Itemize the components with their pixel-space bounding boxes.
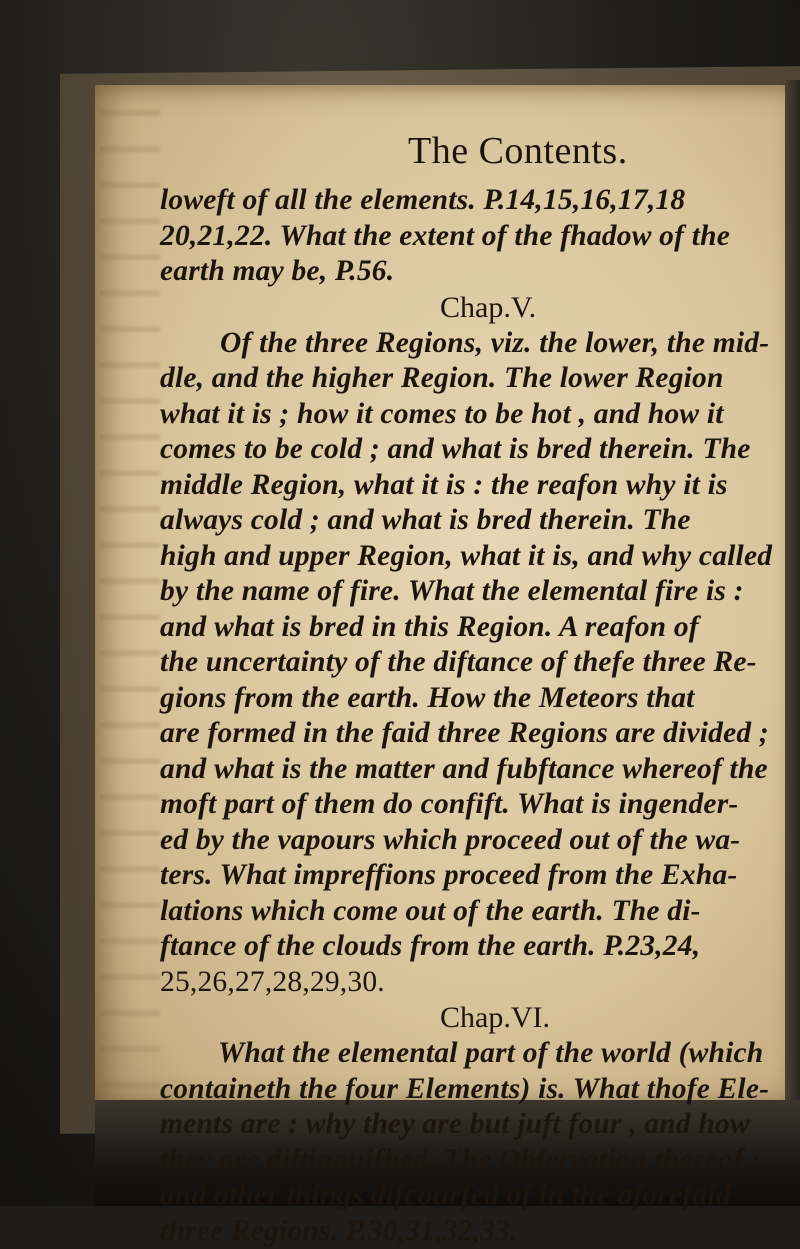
text-line: moft part of them do confift. What is ingender- bbox=[160, 787, 800, 823]
page-header: The Contents. bbox=[408, 125, 800, 177]
text-line: loweft of all the elements. P.14,15,16,17,18 bbox=[160, 183, 800, 219]
text-line: lations which come out of the earth. The di- bbox=[160, 894, 800, 930]
text-line: and what is the matter and fubftance whereof the bbox=[160, 752, 800, 788]
text-line: the uncertainty of the diftance of thefe three Re- bbox=[160, 645, 800, 681]
text-line: 25,26,27,28,29,30. bbox=[160, 965, 800, 1001]
text-line: ed by the vapours which proceed out of the wa- bbox=[160, 823, 800, 859]
text-line: gions from the earth. How the Meteors that bbox=[160, 681, 800, 717]
chapter-heading: Chap.VI. bbox=[440, 1000, 800, 1036]
text-line: and other things difcourfed of in the aforefaid bbox=[160, 1178, 800, 1214]
text-line: are formed in the faid three Regions are divided ; bbox=[160, 716, 800, 752]
text-line: Of the three Regions, viz. the lower, the mid- bbox=[160, 326, 800, 362]
text-line: earth may be, P.56. bbox=[160, 254, 800, 290]
text-line: high and upper Region, what it is, and why called bbox=[160, 539, 800, 575]
text-line: by the name of fire. What the elemental fire is : bbox=[160, 574, 800, 610]
text-line: they are diftinguifhed. The Obfervation thereof ; bbox=[160, 1143, 800, 1179]
text-line: 20,21,22. What the extent of the fhadow of the bbox=[160, 219, 800, 255]
text-line: what it is ; how it comes to be hot , and how it bbox=[160, 397, 800, 433]
text-line: ters. What impreffions proceed from the Exha- bbox=[160, 858, 800, 894]
text-line: What the elemental part of the world (which bbox=[160, 1036, 800, 1072]
text-line: ftance of the clouds from the earth. P.23,24, bbox=[160, 929, 800, 965]
text-line: ments are : why they are but juft four , and how bbox=[160, 1107, 800, 1143]
text-line: and what is bred in this Region. A reafon of bbox=[160, 610, 800, 646]
facing-page-bleed bbox=[100, 110, 160, 1090]
chapter-heading: Chap.V. bbox=[440, 290, 800, 326]
text-line: always cold ; and what is bred therein. The bbox=[160, 503, 800, 539]
text-line: middle Region, what it is : the reafon why it is bbox=[160, 468, 800, 504]
text-line: containeth the four Elements) is. What thofe Ele- bbox=[160, 1072, 800, 1108]
contents-text bbox=[160, 125, 800, 1249]
text-line: comes to be cold ; and what is bred therein. The bbox=[160, 432, 800, 468]
text-line: dle, and the higher Region. The lower Region bbox=[160, 361, 800, 397]
text-line: three Regions. P.30,31,32,33. bbox=[160, 1214, 800, 1249]
